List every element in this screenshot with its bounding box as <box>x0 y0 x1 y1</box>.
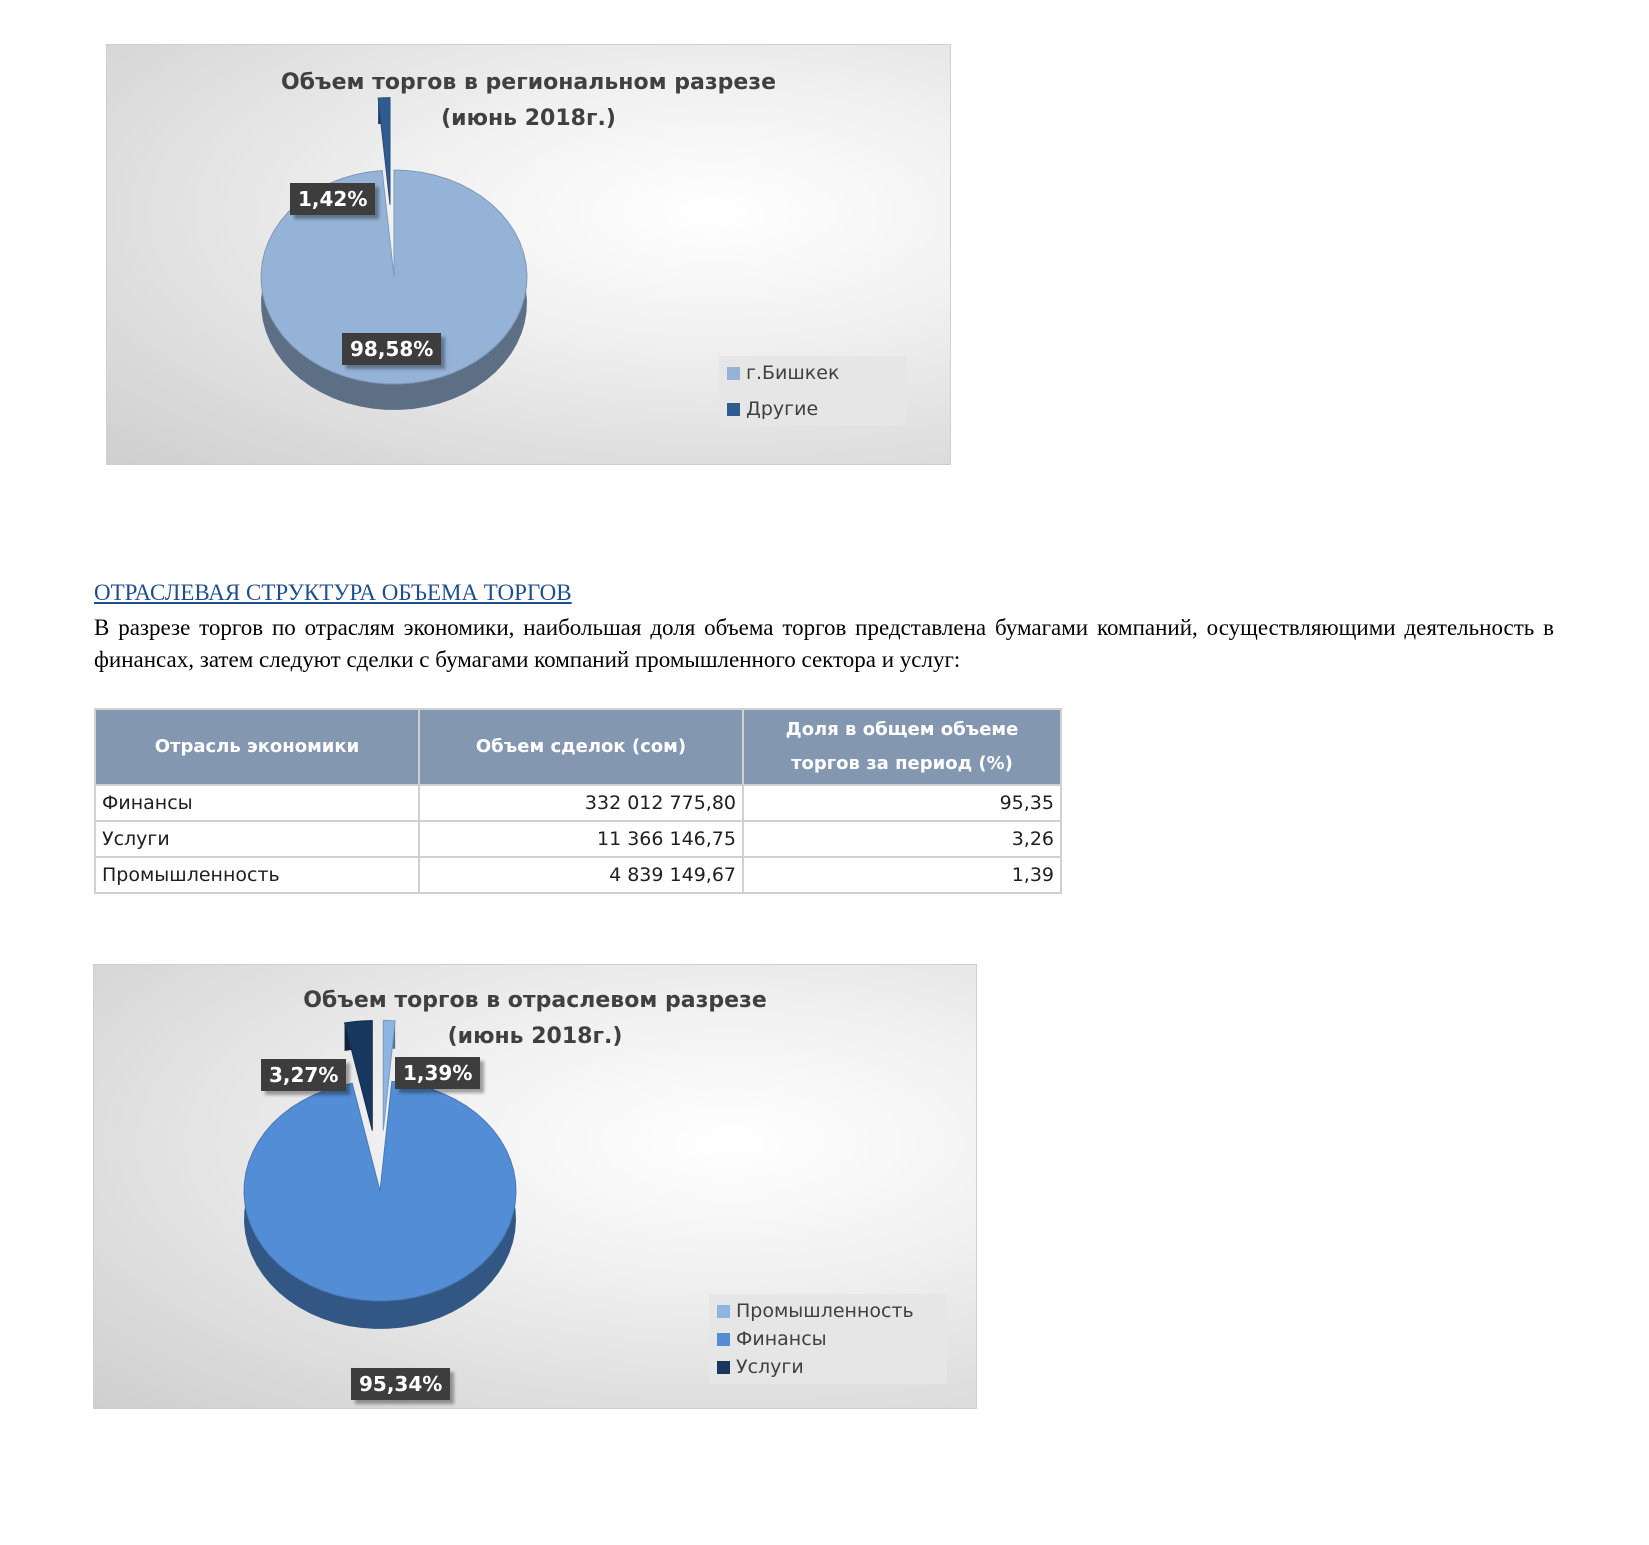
table-cell-industry: Услуги <box>95 821 419 857</box>
legend-item-finansy <box>717 1328 939 1350</box>
legend-swatch <box>717 1361 730 1374</box>
legend-item-uslugi <box>717 1356 939 1378</box>
legend <box>719 356 907 426</box>
legend-label: Другие <box>746 398 819 420</box>
legend-label: Услуги <box>736 1356 804 1378</box>
table-row <box>95 857 1061 893</box>
data-label-bishkek: 98,58% <box>342 333 441 365</box>
table-cell-share: 3,26 <box>743 821 1061 857</box>
data-label-finansy: 95,34% <box>351 1368 450 1400</box>
table-row <box>95 821 1061 857</box>
section-heading: ОТРАСЛЕВАЯ СТРУКТУРА ОБЪЕМА ТОРГОВ <box>94 580 572 605</box>
legend-swatch <box>717 1305 730 1318</box>
table-header-share: Доля в общем объеме торгов за период (%) <box>743 709 1061 785</box>
legend-item-promyshlennost <box>717 1300 939 1322</box>
legend-item-bishkek <box>727 362 899 384</box>
table-cell-industry: Финансы <box>95 785 419 821</box>
legend-swatch <box>717 1333 730 1346</box>
table-cell-volume: 4 839 149,67 <box>419 857 743 893</box>
pie-slice-top <box>244 1081 516 1300</box>
legend-swatch <box>727 403 740 416</box>
table-header-volume: Объем сделок (сом) <box>419 709 743 785</box>
table-cell-share: 95,35 <box>743 785 1061 821</box>
chart-title-line-1: Объем торгов в региональном разрезе <box>280 70 776 95</box>
table-cell-volume: 332 012 775,80 <box>419 785 743 821</box>
chart-title-line-2: (июнь 2018г.) <box>441 106 616 131</box>
section-paragraph: В разрезе торгов по отраслям экономики, наибольшая доля объема торгов представлена бумагами компаний, осуществляющими деятельность в финансах, затем следуют сделки с бумагами компаний промышленного сектора и услуг: <box>94 615 1554 672</box>
legend-label: Промышленность <box>736 1300 914 1322</box>
chart-title-line-2: (июнь 2018г.) <box>447 1024 623 1049</box>
legend-label: Финансы <box>736 1328 827 1350</box>
legend-swatch <box>727 367 740 380</box>
table-cell-share: 1,39 <box>743 857 1061 893</box>
table-row <box>95 785 1061 821</box>
legend <box>709 1294 947 1384</box>
chart-title-line-1: Объем торгов в отраслевом разрезе <box>303 988 767 1013</box>
table-cell-volume: 11 366 146,75 <box>419 821 743 857</box>
legend-label: г.Бишкек <box>746 362 840 384</box>
data-label-uslugi: 3,27% <box>261 1059 346 1091</box>
data-label-promyshlennost: 1,39% <box>395 1057 480 1089</box>
table-header-row <box>95 709 1061 785</box>
data-label-drugie: 1,42% <box>290 183 375 215</box>
table-cell-industry: Промышленность <box>95 857 419 893</box>
legend-item-drugie <box>727 398 899 420</box>
industry-table <box>94 708 1062 894</box>
pie-slice-1 <box>244 1081 516 1328</box>
regional-pie-chart <box>106 44 951 465</box>
industry-pie-chart <box>93 964 977 1409</box>
table-header-industry: Отрасль экономики <box>95 709 419 785</box>
